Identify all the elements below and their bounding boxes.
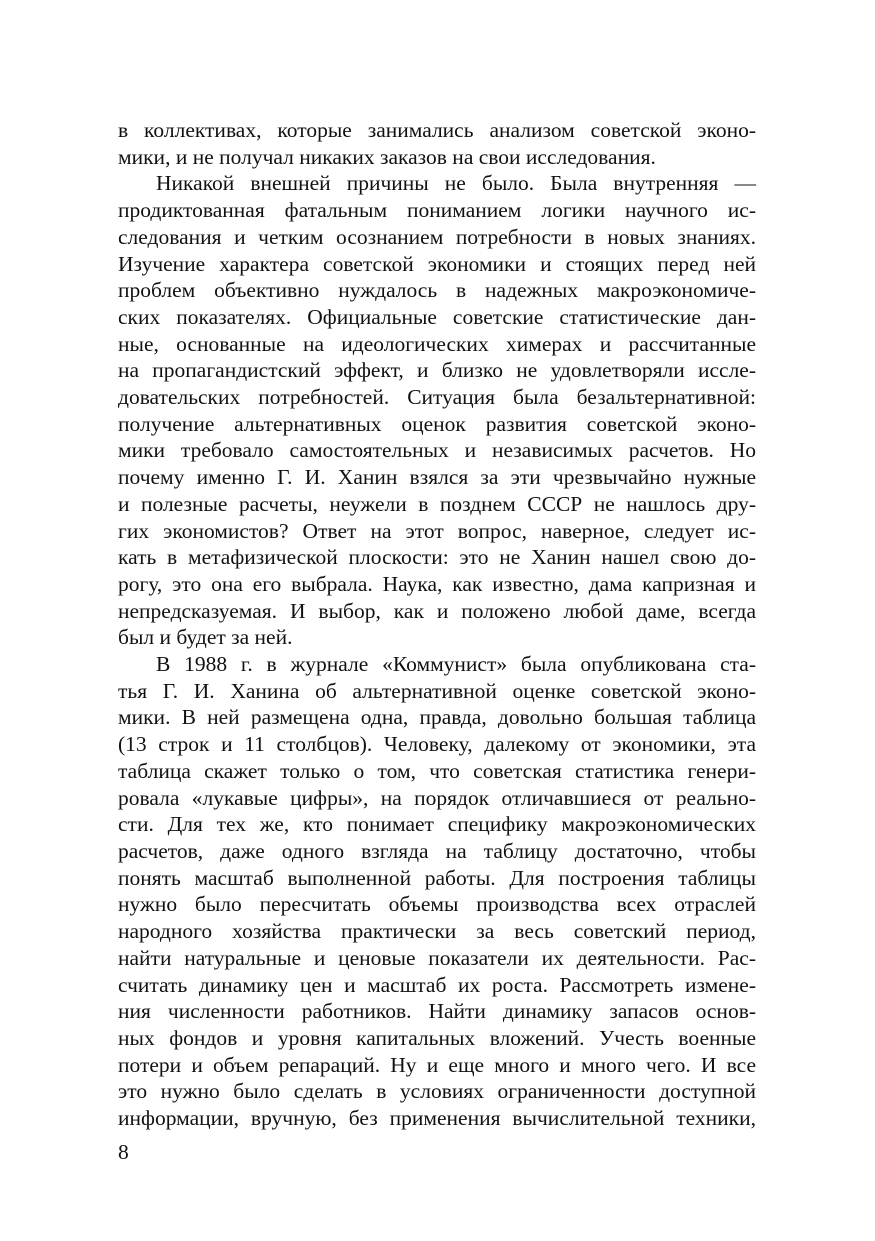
text-line: информации, вручную, без применения вычислительной техники,: [118, 1106, 756, 1131]
text-line: довательских потребностей. Ситуация была безальтернативной:: [118, 385, 756, 410]
text-line: был и будет за ней.: [118, 625, 293, 650]
body-text: [118, 117, 756, 1132]
text-line: в коллективах, которые занимались анализом советской эконо-: [118, 118, 756, 142]
text-line: Изучение характера советской экономики и стоящих перед ней: [118, 251, 756, 276]
text-line: найти натуральные и ценовые показатели их деятельности. Рас-: [118, 945, 756, 970]
text-line: ные, основанные на идеологических химерах и рассчитанные: [118, 331, 756, 356]
text-line: ния численности работников. Найти динамику запасов основ-: [118, 999, 756, 1024]
text-line: получение альтернативных оценок развития советской эконо-: [118, 411, 756, 436]
text-line: Никакой внешней причины не было. Была внутренняя —: [156, 171, 756, 196]
text-line: мики. В ней размещена одна, правда, довольно большая таблица: [118, 705, 756, 730]
text-line: расчетов, даже одного взгляда на таблицу достаточно, чтобы: [118, 838, 756, 863]
paragraph: [118, 117, 756, 170]
text-line: почему именно Г. И. Ханин взялся за эти чрезвычайно нужные: [118, 465, 756, 490]
text-line: это нужно было сделать в условиях ограниченности доступной: [118, 1079, 756, 1104]
text-line: ровала «лукавые цифры», на порядок отличавшиеся от реально-: [118, 785, 756, 810]
text-line: следования и четким осознанием потребности в новых знаниях.: [118, 224, 756, 249]
text-line: ных фондов и уровня капитальных вложений. Учесть военные: [118, 1025, 756, 1050]
text-line: В 1988 г. в журнале «Коммунист» была опубликована ста-: [156, 652, 756, 677]
text-line: мики требовало самостоятельных и независимых расчетов. Но: [118, 438, 756, 463]
paragraph: [118, 651, 756, 1132]
text-line: кать в метафизической плоскости: это не Ханин нашел свою до-: [118, 545, 756, 570]
text-line: ских показателях. Официальные советские статистические дан-: [118, 304, 756, 329]
text-line: тья Г. И. Ханина об альтернативной оценке советской эконо-: [118, 678, 756, 703]
text-line: понять масштаб выполненной работы. Для построения таблицы: [118, 865, 756, 890]
text-line: нужно было пересчитать объемы производства всех отраслей: [118, 892, 756, 917]
text-line: мики, и не получал никаких заказов на свои исследования.: [118, 144, 656, 169]
text-line: (13 строк и 11 столбцов). Человеку, далекому от экономики, эта: [118, 732, 756, 757]
text-line: и полезные расчеты, неужели в позднем СССР не нашлось дру-: [118, 491, 756, 516]
text-line: непредсказуемая. И выбор, как и положено любой даме, всегда: [118, 598, 756, 623]
text-line: продиктованная фатальным пониманием логики научного ис-: [118, 198, 756, 223]
text-line: проблем объективно нуждалось в надежных макроэкономиче-: [118, 278, 756, 303]
text-line: считать динамику цен и масштаб их роста. Рассмотреть измене-: [118, 972, 756, 997]
text-line: народного хозяйства практически за весь советский период,: [118, 919, 756, 944]
text-line: таблица скажет только о том, что советская статистика генери-: [118, 758, 756, 783]
text-line: гих экономистов? Ответ на этот вопрос, наверное, следует ис-: [118, 518, 756, 543]
text-line: сти. Для тех же, кто понимает специфику макроэкономических: [118, 812, 756, 837]
text-line: потери и объем репараций. Ну и еще много и много чего. И все: [118, 1052, 756, 1077]
page-number: 8: [118, 1140, 129, 1164]
text-line: рогу, это она его выбрала. Наука, как известно, дама капризная и: [118, 571, 756, 596]
paragraph: [118, 170, 756, 651]
text-line: на пропагандистский эффект, и близко не удовлетворяли иссле-: [118, 358, 756, 383]
